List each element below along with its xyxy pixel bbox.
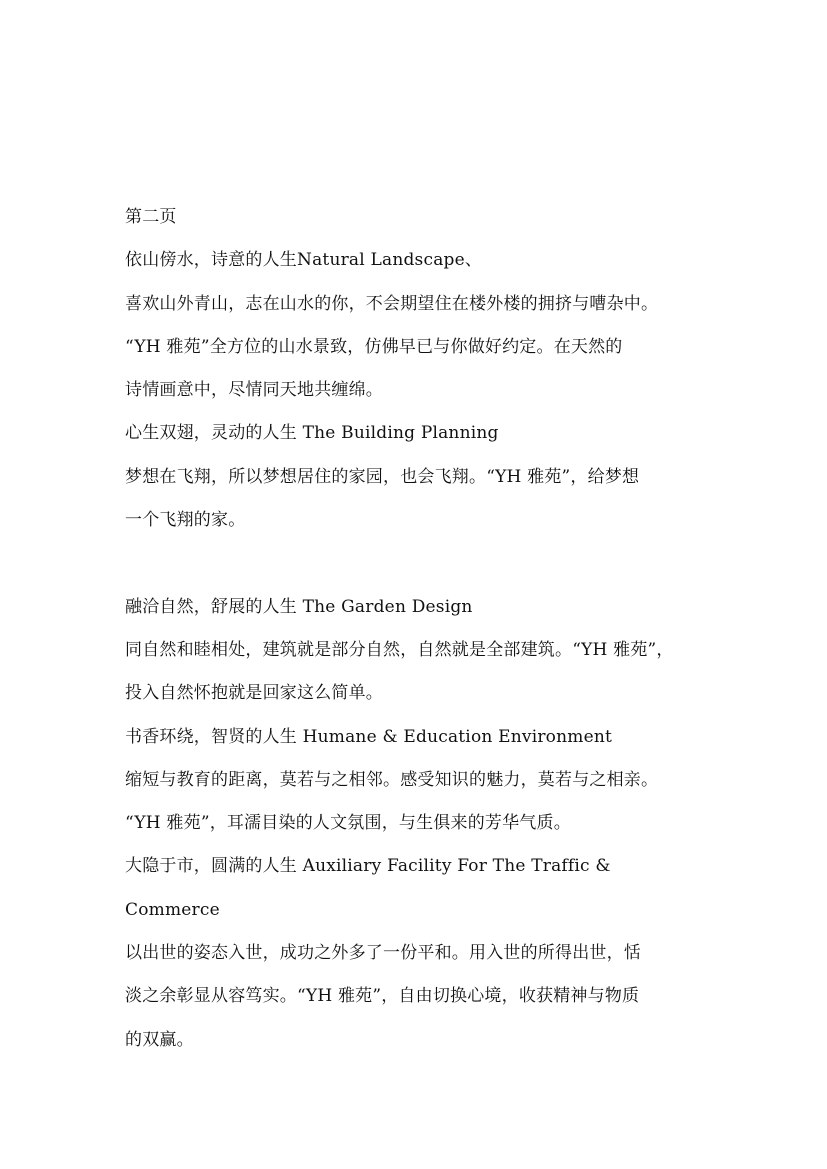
section-auxiliary-facility [125, 845, 705, 1061]
section-heading: 依山傍水，诗意的人生Natural Landscape、 [125, 250, 483, 271]
blank-line [125, 542, 705, 585]
section-heading: 大隐于市，圆满的人生 Auxiliary Facility For The Traffic & [125, 856, 611, 877]
paragraph-line: 淡之余彰显从容笃实。“YH 雅苑”，自由切换心境，收获精神与物质 [125, 986, 640, 1007]
section-natural-landscape [125, 239, 705, 412]
section-heading: 书香环绕，智贤的人生 Humane & Education Environment [125, 726, 613, 747]
paragraph-line: 同自然和睦相处，建筑就是部分自然，自然就是全部建筑。“YH 雅苑”， [125, 639, 674, 660]
section-heading: 心生双翅，灵动的人生 The Building Planning [125, 423, 499, 444]
paragraph-line: 梦想在飞翔，所以梦想居住的家园，也会飞翔。“YH 雅苑”，给梦想 [125, 466, 640, 487]
paragraph-line: “YH 雅苑”全方位的山水景致，仿佛早已与你做好约定。在天然的 [125, 336, 623, 357]
paragraph-line: 缩短与教育的距离，莫若与之相邻。感受知识的魅力，莫若与之相亲。 [125, 769, 659, 790]
section-building-planning [125, 412, 705, 542]
section-heading: 融洽自然，舒展的人生 The Garden Design [125, 596, 473, 617]
paragraph-line: 的双赢。 [125, 1029, 194, 1050]
paragraph-line: 投入自然怀抱就是回家这么简单。 [125, 683, 383, 704]
paragraph-line: Commerce [125, 899, 220, 920]
section-education-environment [125, 716, 705, 846]
paragraph-line: 喜欢山外青山，志在山水的你，不会期望住在楼外楼的拥挤与嘈杂中。 [125, 293, 659, 314]
page-content [125, 196, 705, 1062]
paragraph-line: 一个飞翔的家。 [125, 510, 246, 531]
section-garden-design [125, 586, 705, 716]
page-label: 第二页 [125, 207, 177, 227]
paragraph-line: 以出世的姿态入世，成功之外多了一份平和。用入世的所得出世，恬 [125, 943, 641, 964]
paragraph-line: “YH 雅苑”，耳濡目染的人文氛围，与生俱来的芳华气质。 [125, 813, 571, 834]
paragraph-line: 诗情画意中，尽情同天地共缠绵。 [125, 380, 383, 401]
